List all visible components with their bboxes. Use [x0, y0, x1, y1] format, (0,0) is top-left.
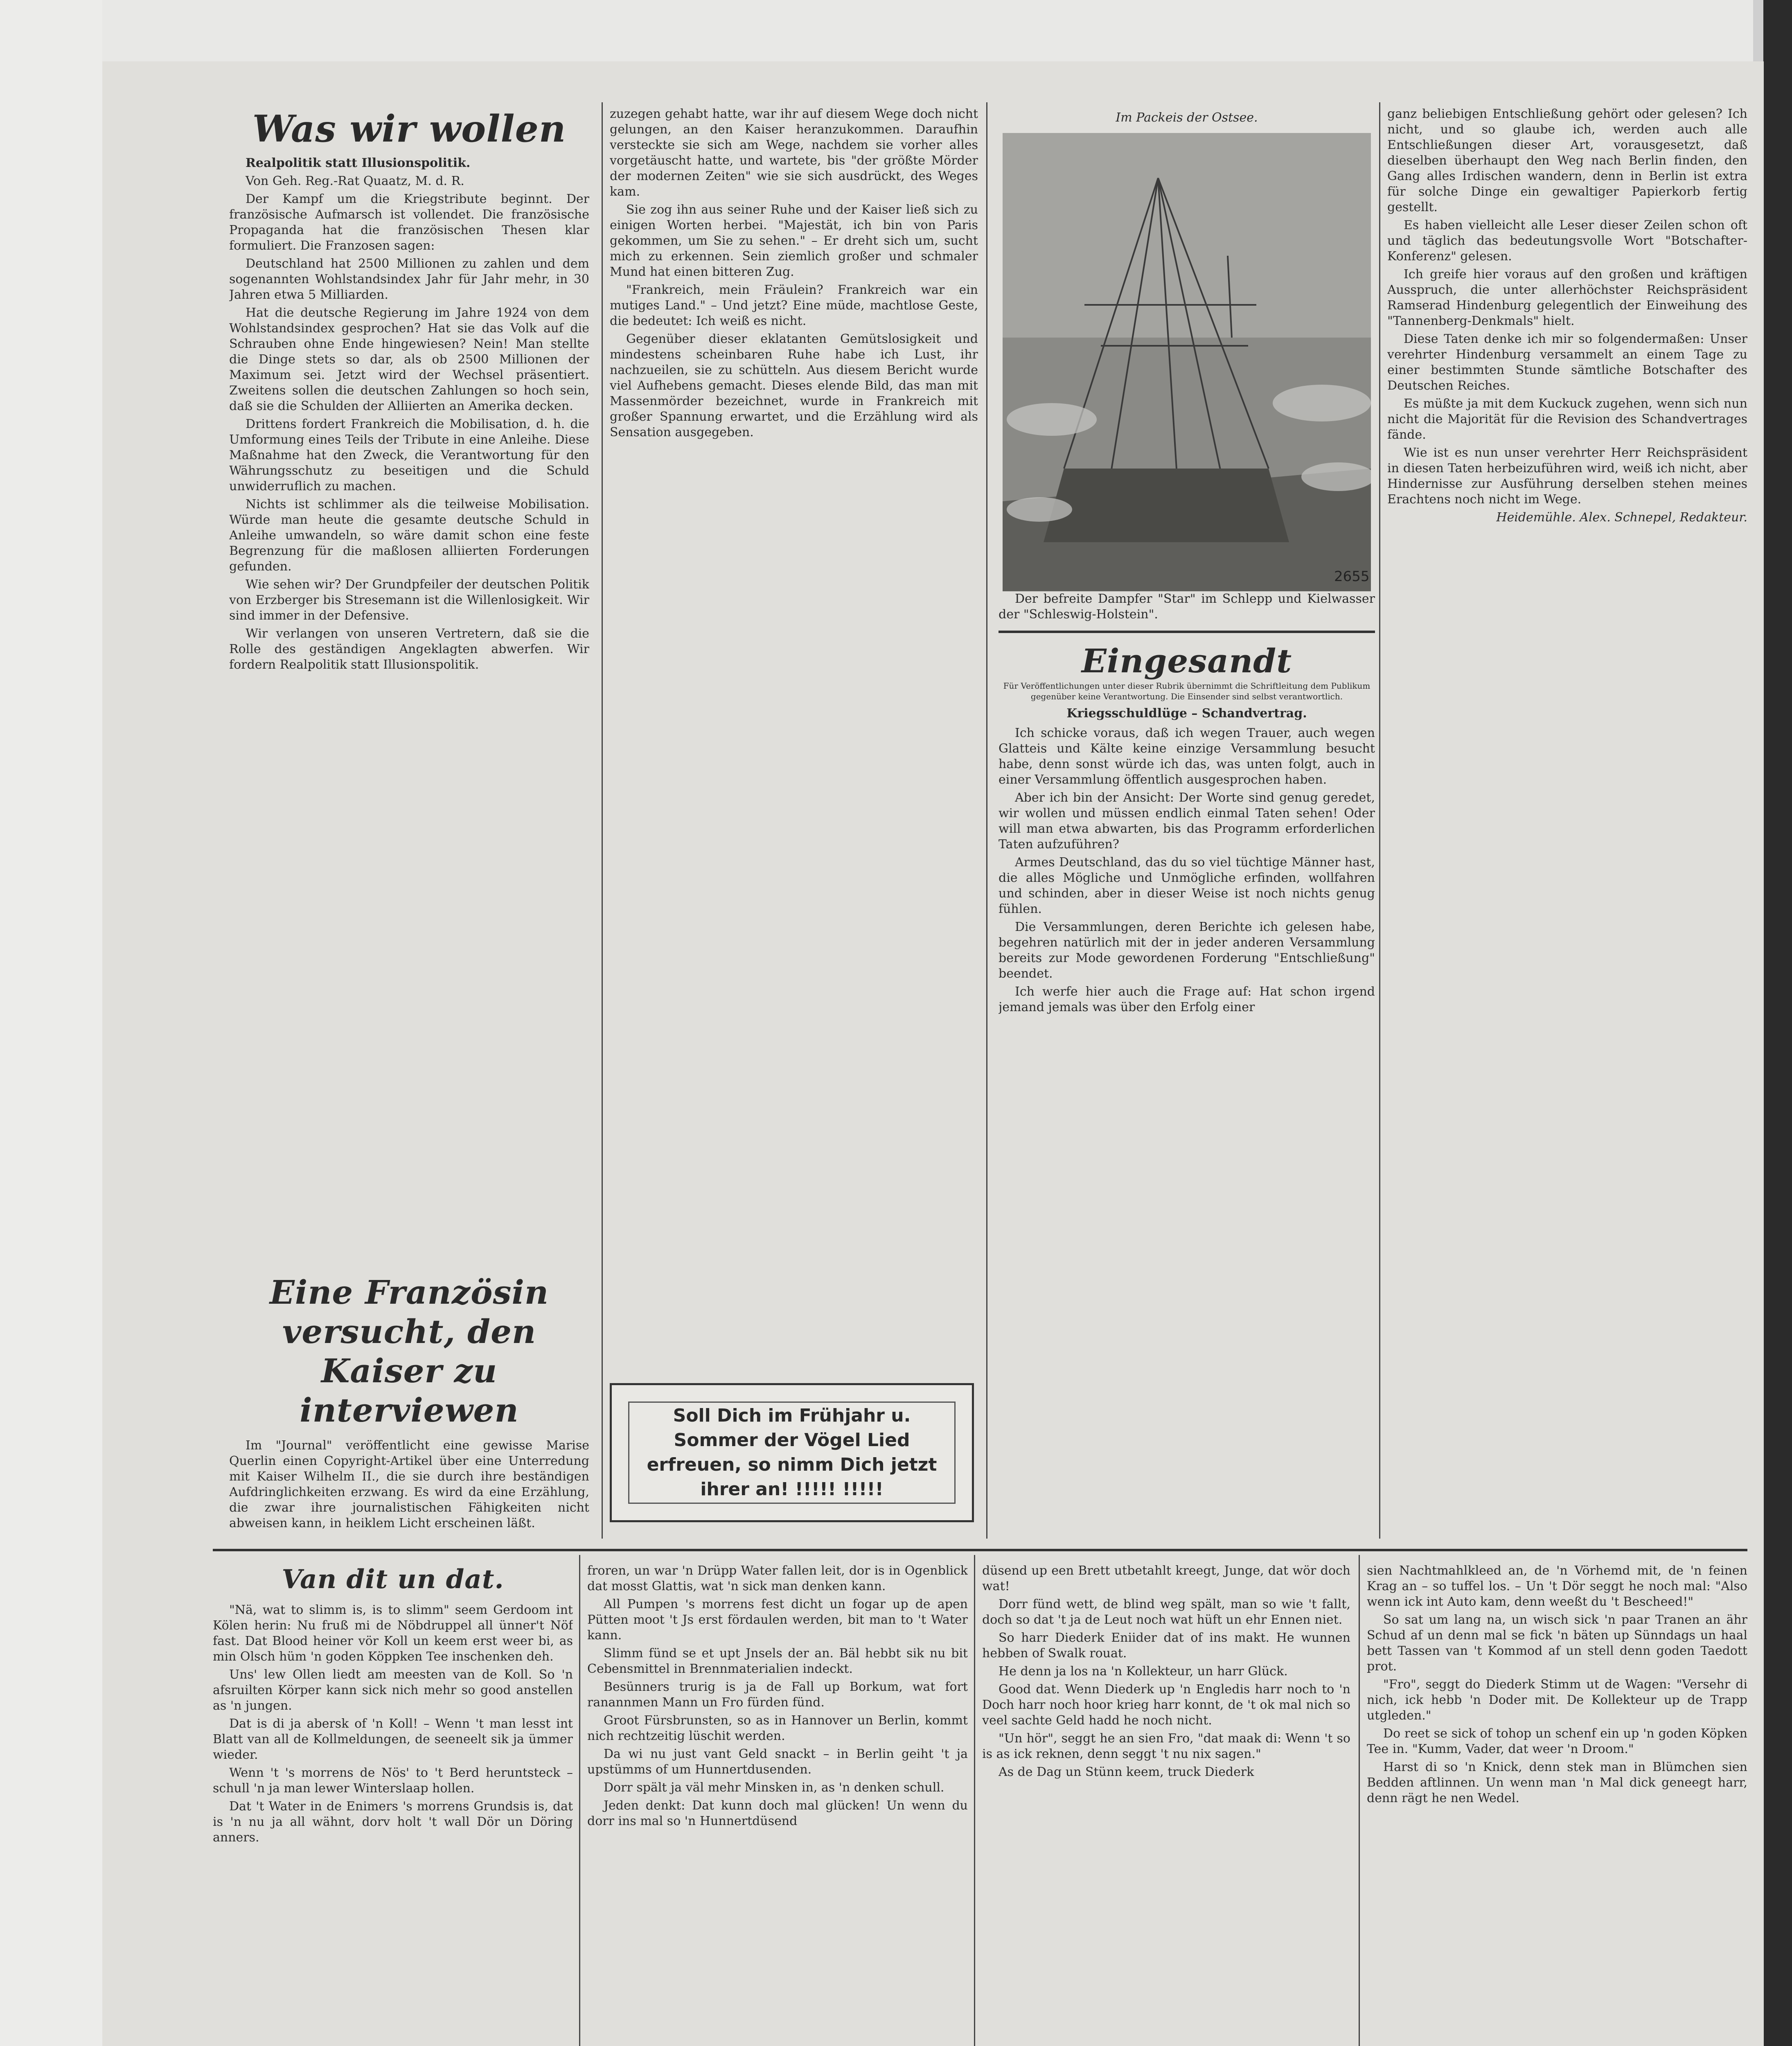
paragraph: Ich werfe hier auch die Frage auf: Hat schon irgend jemand jemals was über den Erfolg einer — [999, 985, 1375, 1014]
paragraph: Wenn 't 's morrens de Nös' to 't Berd heruntsteck – schull 'n ja man lewer Winterslaap hollen. — [213, 1766, 573, 1796]
column-rule — [986, 102, 987, 1539]
paragraph: Ich schicke voraus, daß ich wegen Trauer, auch wegen Glatteis und Kälte keine einzige Versammlung besucht habe, denn sonst würde ich das, was unten folgt, auch in einer Versammlung öffentlich ausgesprochen haben. — [999, 726, 1375, 787]
paragraph: Armes Deutschland, das du so viel tüchtige Männer hast, die alles Mögliche und Unmögliche erfinden, wollfahren und schinden, aber in dieser Weise ist noch nichts genug fühlen. — [999, 855, 1375, 916]
photo-number: 2655 — [1334, 568, 1370, 585]
left-column-article-2 — [229, 1273, 589, 1534]
paragraph: Wie ist es nun unser verehrter Herr Reichspräsident in diesen Taten herbeizuführen wird, weiß ich nicht, aber Hindernisse zur Ausführung derselben stehen meines Erachtens noch nicht im Wege. — [1387, 446, 1747, 507]
paragraph: "Nä, wat to slimm is, is to slimm" seem Gerdoom int Kölen herin: Nu fruß mi de Nöbdruppel all ünner't Nöf fast. Dat Blood heiner vör Koll un keem erst weer bi, as min Olsch hüm 'n goden Köppken Tee inschenken deh. — [213, 1603, 573, 1664]
signature: Heidemühle. Alex. Schnepel, Redakteur. — [1496, 510, 1747, 525]
paragraph: ganz beliebigen Entschließung gehört oder gelesen? Ich nicht, und so glaube ich, werden auch alle Entschließungen dieser Art, vorausgesetzt, daß dieselben überhaupt den Weg nach Berlin finden, den Gang alles Irdischen wandern, denn in Berlin ist extra für solche Dinge ein gewaltiger Papierkorb fertig gestellt. — [1387, 107, 1747, 214]
section-rule — [999, 631, 1375, 633]
paragraph: "Frankreich, mein Fräulein? Frankreich war ein mutiges Land." – Und jetzt? Eine müde, machtlose Geste, die bedeutet: Ich weiß es nicht. — [610, 283, 978, 328]
paragraph: froren, un war 'n Drüpp Water fallen leit, dor is in Ogenblick dat mosst Glattis, wat 'n sick man denken kann. — [587, 1564, 968, 1593]
paragraph: Dorr spält ja väl mehr Minsken in, as 'n denken schull. — [604, 1780, 944, 1795]
paragraph: Nichts ist schlimmer als die teilweise Mobilisation. Würde man heute die gesamte deutsche Schuld in Anleihe umwandeln, so wäre damit schon eine feste Begrenzung für die maßlosen alliierten Forderungen gefunden. — [229, 497, 589, 574]
paragraph: zuzegen gehabt hatte, war ihr auf diesem Wege doch nicht gelungen, an den Kaiser heranzukommen. Daraufhin versteckte sie sich am Wege, nachdem sie vorher alles vorgetäuscht hatte, und wartete, bis "der größte Mörder der modernen Zeiten" wie sie sich ausdrückt, des Weges kam. — [610, 107, 978, 199]
paragraph: Es müßte ja mit dem Kuckuck zugehen, wenn sich nun nicht die Majorität für die Revision des Schandvertrages fände. — [1387, 397, 1747, 442]
paragraph: "Un hör", seggt he an sien Fro, "dat maak di: Wenn 't so is as ick reknen, denn seggt 't nu nix sagen." — [982, 1731, 1350, 1761]
dialect-column-4 — [1367, 1563, 1747, 2046]
byline: Von Geh. Reg.-Rat Quaatz, M. d. R. — [246, 174, 464, 188]
headline-franzoesin: Eine Französin versucht, den Kaiser zu interviewen — [269, 1273, 549, 1429]
dialect-column-3 — [982, 1563, 1350, 2046]
ad-text: Soll Dich im Frühjahr u. Sommer der Vögel Lied erfreuen, so nimm Dich jetzt ihrer an! !!!!! !!!!! — [628, 1402, 956, 1504]
paragraph: Harst di so 'n Knick, denn stek man in Blümchen sien Bedden aftlinnen. Un wenn man 'n Mal dick geneegt harr, denn rägt he nen Wedel. — [1367, 1760, 1747, 1805]
column-rule — [1379, 102, 1380, 1539]
paragraph: Sie zog ihn aus seiner Ruhe und der Kaiser ließ sich zu einigen Worten herbei. "Majestät, ich bin von Paris gekommen, um Sie zu sehen." – Er dreht sich um, sucht mich zu erkennen. Sein ziemlich großer und schmaler Mund hat einen bitteren Zug. — [610, 203, 978, 279]
paragraph: So harr Diederk Eniider dat of ins makt. He wunnen hebben of Swalk rouat. — [982, 1631, 1350, 1661]
paragraph: Slimm fünd se et upt Jnsels der an. Bäl hebbt sik nu bit Cebensmittel in Brennmaterialien indeckt. — [587, 1646, 968, 1676]
paragraph: Die Versammlungen, deren Berichte ich gelesen habe, begehren natürlich mit der in jeder anderen Versammlung bereits zur Mode gewordenen Forderung "Entschließung" beendet. — [999, 920, 1375, 981]
column-rule — [579, 1555, 580, 2046]
paragraph: sien Nachtmahlkleed an, de 'n Vörhemd mit, de 'n feinen Krag an – so tuffel los. – Un 't Dör seggt he noch mal: "Also wenn ick int Auto kam, denn weeßt du 't Bescheed!" — [1367, 1564, 1747, 1609]
paragraph: He denn ja los na 'n Kollekteur, un harr Glück. — [999, 1664, 1288, 1679]
paragraph: Diese Taten denke ich mir so folgendermaßen: Unser verehrter Hindenburg versammelt an einem Tage zu einer bestimmten Stunde sämtliche Botschafter des Deutschen Reiches. — [1387, 332, 1747, 393]
scan-margin — [0, 0, 102, 2046]
ad-box — [610, 1383, 974, 1522]
paragraph: Dorr fünd wett, de blind weg spält, man so wie 't fallt, doch so dat 't ja de Leut noch wat hüft un ehr Ennen niet. — [982, 1597, 1350, 1627]
middle-column — [610, 106, 978, 1375]
paragraph: Dat is di ja abersk of 'n Koll! – Wenn 't man lesst int Blatt van all de Kollmeldungen, de seeneelt sik ja ümmer wieder. — [213, 1717, 573, 1762]
paragraph: Es haben vielleicht alle Leser dieser Zeilen schon oft und täglich das bedeutungsvolle Wort "Botschafter-Konferenz" gelesen. — [1387, 218, 1747, 264]
section-divider — [213, 1549, 1747, 1551]
paragraph: Dat 't Water in de Enimers 's morrens Grundsis is, dat is 'n nu ja all wähnt, dorv holt 't wall Dör un Döring anners. — [213, 1799, 573, 1845]
paragraph: "Fro", seggt do Diederk Stimm ut de Wagen: "Versehr di nich, ick hebb 'n Doder mit. De Kollekteur up de Trapp utgleden." — [1367, 1677, 1747, 1723]
paragraph: Wie sehen wir? Der Grundpfeiler der deutschen Politik von Erzberger bis Stresemann ist die Willenlosigkeit. Wir sind immer in der Defensive. — [229, 577, 589, 623]
binding-edge — [1763, 0, 1792, 2046]
headline-was-wir-wollen: Was wir wollen — [252, 107, 566, 151]
photo-caption: Der befreite Dampfer "Star" im Schlepp und Kielwasser der "Schleswig-Holstein". — [999, 592, 1375, 622]
dialect-column-2 — [587, 1563, 968, 2046]
paragraph: Groot Fürsbrunsten, so as in Hannover un Berlin, kommt nich rechtzeitig lüschit werden. — [587, 1713, 968, 1743]
paragraph: Uns' lew Ollen liedt am meesten van de Koll. So 'n afsruilten Körper kann sick nich mehr so good anstellen as 'n jungen. — [213, 1667, 573, 1713]
paragraph: Good dat. Wenn Diederk up 'n Engledis harr noch to 'n Doch harr noch hoor krieg harr konnt, de 't ok mal nich so veel sachte Geld hadd he noch nicht. — [982, 1682, 1350, 1728]
paragraph: So sat um lang na, un wisch sick 'n paar Tranen an ähr Schud af un denn mal se fick 'n bäten up Sünndags un haal bett Tassen van 't Kommod af un stell denn goden Taedott prot. — [1367, 1613, 1747, 1674]
ship-in-ice-photo — [1003, 133, 1371, 591]
paragraph: Besünners trurig is ja de Fall up Borkum, wat fort ranannmen Mann un Fro fürden fünd. — [587, 1680, 968, 1710]
paragraph: düsend up een Brett utbetahlt kreegt, Junge, dat wör doch wat! — [982, 1564, 1350, 1593]
headline-van-dit-un-dat: Van dit un dat. — [282, 1564, 504, 1595]
photo-title: Im Packeis der Ostsee. — [1116, 110, 1258, 125]
paragraph: Deutschland hat 2500 Millionen zu zahlen und dem sogenannten Wohlstandsindex Jahr für Jahr mehr, in 30 Jahren etwa 5 Milliarden. — [229, 257, 589, 302]
dialect-column-1 — [213, 1563, 573, 2046]
photo-column — [999, 110, 1375, 1539]
paragraph: Aber ich bin der Ansicht: Der Worte sind genug geredet, wir wollen und müssen endlich einmal Taten sehen! Oder will man etwa abwarten, bis das Programm erforderlichen Taten aufzuführen? — [999, 791, 1375, 852]
paragraph: Im "Journal" veröffentlicht eine gewisse Marise Querlin einen Copyright-Artikel über eine Unterredung mit Kaiser Wilhelm II., die sie durch ihre beständigen Aufdringlichkeiten erzwang. Es wird da eine Erzählung, die zwar ihre journalistischen Fähigkeiten nicht abweisen kann, in heiklem Licht erscheinen läßt. — [229, 1438, 589, 1530]
paragraph: Wir verlangen von unseren Vertretern, daß sie die Rolle des geständigen Angeklagten abwerfen. Wir fordern Realpolitik statt Illusionspolitik. — [229, 626, 589, 672]
paragraph: Jeden denkt: Dat kunn doch mal glücken! Un wenn du dorr ins mal so 'n Hunnertdüsend — [587, 1798, 968, 1828]
paragraph: Gegenüber dieser eklatanten Gemütslosigkeit und mindestens scheinbaren Ruhe habe ich Lust, ihr nachzueilen, sie zu schütteln. Aus diesem Bericht wurde viel Aufhebens gemacht. Dieses elende Bild, das man mit Massenmörder bezeichnet, wurde in Frankreich mit großer Spannung erwartet, und die Erzählung wird als Sensation ausgegeben. — [610, 332, 978, 439]
paragraph: All Pumpen 's morrens fest dicht un fogar up de apen Pütten moot 't Js erst fördaulen werden, bit man to 't Water kann. — [587, 1597, 968, 1643]
paragraph: Da wi nu just vant Geld snackt – in Berlin geiht 't ja upstümms of um Hunnertdusenden. — [587, 1747, 968, 1777]
column-rule — [974, 1555, 975, 2046]
right-column — [1387, 106, 1747, 1539]
headline-eingesandt: Eingesandt — [1081, 642, 1292, 680]
paragraph: Ich greife hier voraus auf den großen und kräftigen Ausspruch, die unter allerhöchster Reichspräsident Ramserad Hindenburg gelegentlich der Einweihung des "Tannenberg-Denkmals" hielt. — [1387, 267, 1747, 328]
paragraph: Do reet se sick of tohop un schenf ein up 'n goden Köpken Tee in. "Kumm, Vader, dat weer 'n Droom." — [1367, 1726, 1747, 1756]
column-rule — [1359, 1555, 1360, 2046]
paragraph: Der Kampf um die Kriegstribute beginnt. Der französische Aufmarsch ist vollendet. Die französische Propaganda hat die französischen Thesen klar formuliert. Die Franzosen sagen: — [229, 192, 589, 253]
column-rule — [602, 102, 603, 1539]
paragraph: As de Dag un Stünn keem, truck Diederk — [999, 1765, 1254, 1779]
article-title: Kriegsschuldlüge – Schandvertrag. — [1066, 706, 1307, 721]
subheadline: Realpolitik statt Illusionspolitik. — [246, 156, 471, 170]
left-column — [229, 106, 589, 1244]
disclaimer: Für Veröffentlichungen unter dieser Rubrik übernimmt die Schriftleitung dem Publikum gegenüber keine Verantwortung. Die Einsender sind selbst verantwortlich. — [1003, 681, 1370, 701]
paragraph: Hat die deutsche Regierung im Jahre 1924 von dem Wohlstandsindex gesprochen? Hat sie das Volk auf die Schrauben ohne Ende hingewiesen? Nein! Man stellte die Dinge stets so dar, als ob 2500 Millionen der Maximum sei. Jetzt wird der Wechsel präsentiert. Zweitens sollen die deutschen Zahlungen so hoch sein, daß sie die Schulden der Alliierten an Amerika decken. — [229, 306, 589, 413]
paragraph: Drittens fordert Frankreich die Mobilisation, d. h. die Umformung eines Teils der Tribute in eine Anleihe. Diese Maßnahme hat den Zweck, die Verantwortung für den Währungsschutz zu beseitigen und die Schuld unwiderruflich zu machen. — [229, 417, 589, 493]
